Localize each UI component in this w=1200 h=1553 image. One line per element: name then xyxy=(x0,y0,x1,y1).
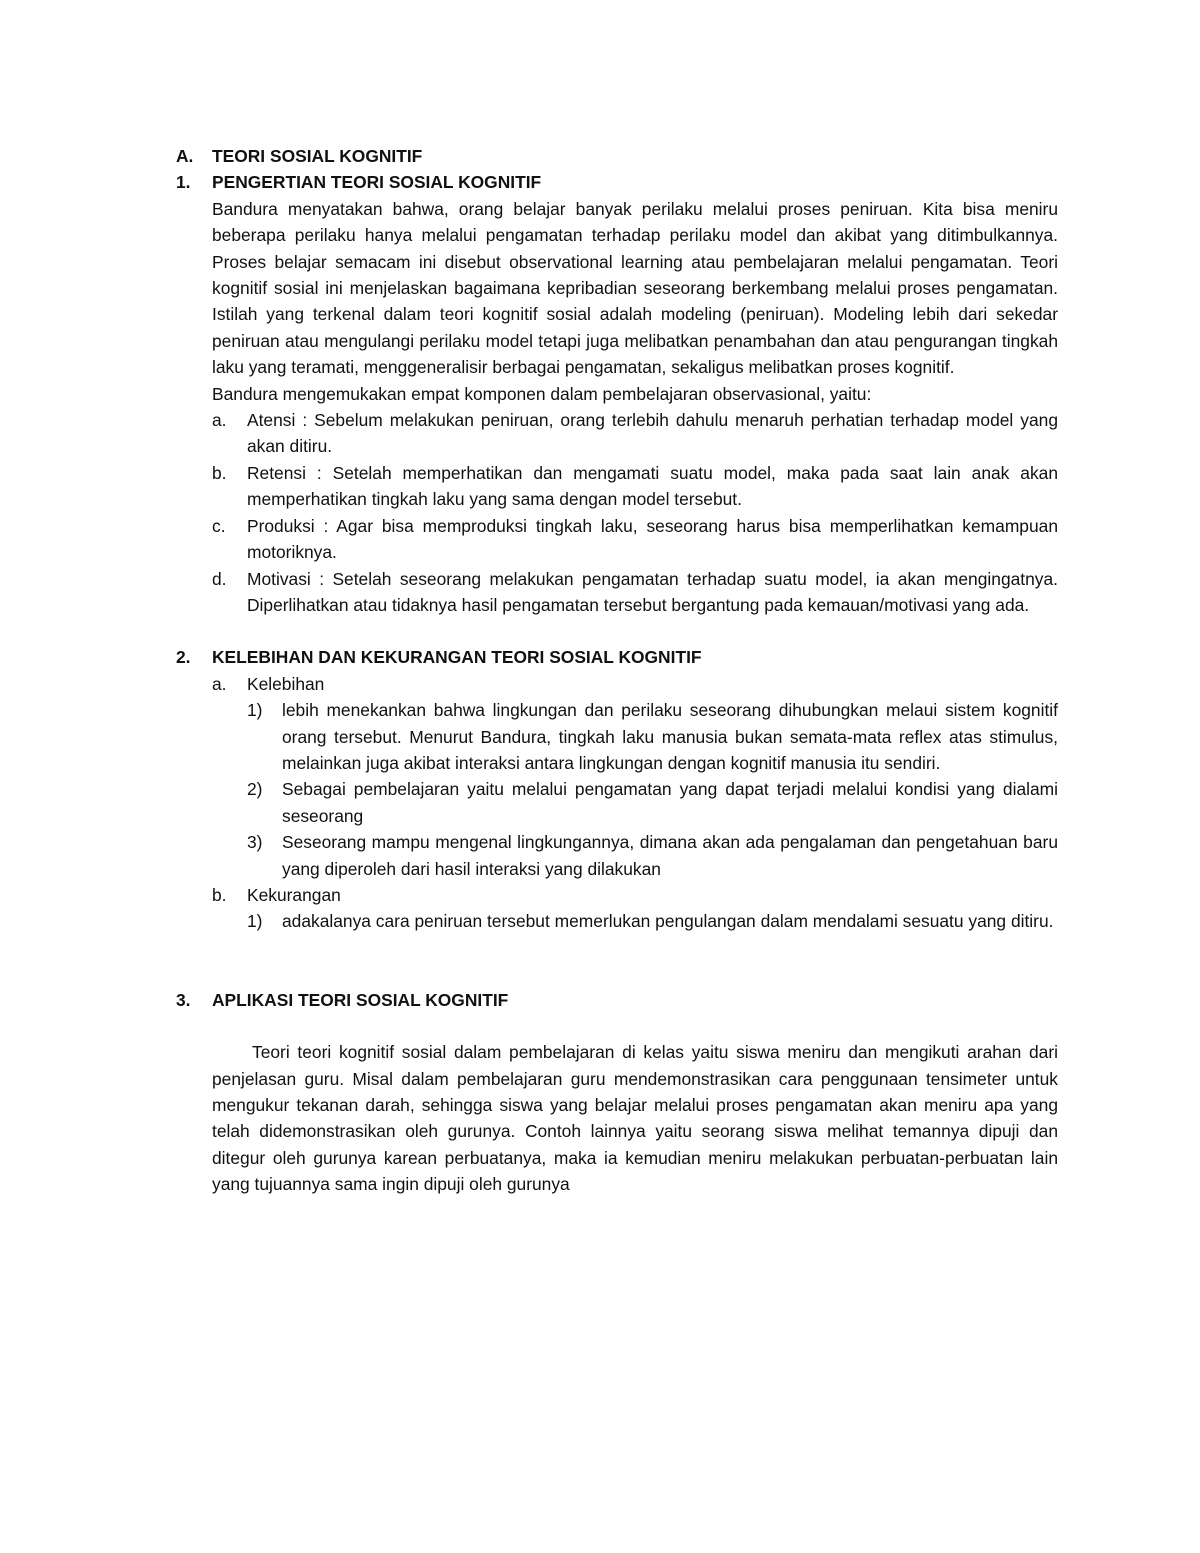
list-item-text: lebih menekankan bahwa lingkungan dan perilaku seseorang dihubungkan melaui sistem kognitif orang tersebut. Menurut Bandura, tingkah laku manusia bukan semata-mata reflex atas stimulus, melainkan juga akibat interaksi antara lingkungan dengan kognitif manusia itu sendiri. xyxy=(282,700,1058,773)
spacer xyxy=(176,1013,1058,1039)
list-item-text: Seseorang mampu mengenal lingkungannya, dimana akan ada pengalaman dan pengetahuan baru yang diperoleh dari hasil interaksi yang dilakukan xyxy=(282,832,1058,879)
list-item-text: Kekurangan xyxy=(247,884,341,905)
list-item-label: a. xyxy=(212,410,227,431)
list-item-label: b. xyxy=(212,884,227,905)
heading-title: APLIKASI TEORI SOSIAL KOGNITIF xyxy=(212,989,509,1010)
list-item-text: Kelebihan xyxy=(247,673,325,694)
list-item xyxy=(247,829,1058,882)
section-1-intro-line: Bandura mengemukakan empat komponen dalam pembelajaran observasional, yaitu: xyxy=(212,383,872,404)
kelebihan-list xyxy=(247,697,1058,882)
heading-title: TEORI SOSIAL KOGNITIF xyxy=(212,146,423,166)
list-item-label: c. xyxy=(212,515,226,536)
heading-section-2 xyxy=(176,644,1058,670)
list-item-text: adakalanya cara peniruan tersebut memerlukan pengulangan dalam mendalami sesuatu yang ditiru. xyxy=(282,911,1054,932)
section-3-paragraph: Teori teori kognitif sosial dalam pembelajaran di kelas yaitu siswa meniru dan mengikuti arahan dari penjelasan guru. Misal dalam pembelajaran guru mendemonstrasikan cara penggunaan tensimeter untuk mengukur tekanan darah, sehingga siswa yang belajar melalui proses pengamatan akan meniru apa yang telah didemonstrasikan oleh gurunya. Contoh lainnya yaitu seorang siswa melihat temannya dipuji dan ditegur oleh gurunya karean perbuatanya, maka ia kemudian meniru melakukan perbuatan-perbuatan lain yang tujuannya sama ingin dipuji oleh gurunya xyxy=(212,1042,1058,1195)
list-item xyxy=(212,513,1058,566)
list-item-label: b. xyxy=(212,462,227,483)
heading-label: A. xyxy=(176,146,194,166)
spacer xyxy=(176,618,1058,644)
heading-section-1 xyxy=(176,169,1058,195)
list-item xyxy=(212,460,1058,513)
list-item-label: a. xyxy=(212,673,227,694)
list-item-label: d. xyxy=(212,568,227,589)
list-item-text: Retensi : Setelah memperhatikan dan mengamati suatu model, maka pada saat lain anak akan memperhatikan tingkah laku yang sama dengan model tersebut. xyxy=(247,462,1058,510)
heading-label: 3. xyxy=(176,989,191,1010)
list-item-label: 2) xyxy=(247,779,263,800)
heading-title: PENGERTIAN TEORI SOSIAL KOGNITIF xyxy=(212,172,542,193)
heading-label: 1. xyxy=(176,172,191,193)
kekurangan-list xyxy=(247,908,1058,934)
heading-section-a xyxy=(176,143,1058,169)
list-item-text: Produksi : Agar bisa memproduksi tingkah laku, seseorang harus bisa memperlihatkan kemampuan motoriknya. xyxy=(247,515,1058,563)
document-body xyxy=(176,143,1058,1198)
list-item xyxy=(247,776,1058,829)
list-item xyxy=(247,697,1058,776)
component-list xyxy=(176,407,1058,618)
spacer xyxy=(176,935,1058,987)
section-1-paragraph: Bandura menyatakan bahwa, orang belajar banyak perilaku melalui proses peniruan. Kita bisa meniru beberapa perilaku hanya melalui pengamatan terhadap perilaku model dan akibat yang ditimbulkannya. Proses belajar semacam ini disebut observational learning atau pembelajaran melalui pengamatan. Teori kognitif sosial ini menjelaskan bagaimana kepribadian seseorang berkembang melalui proses pengamatan. Istilah yang terkenal dalam teori kognitif sosial adalah modeling (peniruan). Modeling lebih dari sekedar peniruan atau mengulangi perilaku model tetapi juga melibatkan penambahan dan atau pengurangan tingkah laku yang teramati, menggeneralisir berbagai pengamatan, sekaligus melibatkan proses kognitif. xyxy=(212,198,1058,378)
list-item xyxy=(212,407,1058,460)
kelebihan-kekurangan-list xyxy=(212,671,1058,935)
kekurangan-heading xyxy=(212,882,1058,908)
heading-title: KELEBIHAN DAN KEKURANGAN TEORI SOSIAL KOGNITIF xyxy=(212,647,702,668)
list-item-label: 3) xyxy=(247,832,263,853)
list-item-label: 1) xyxy=(247,911,263,932)
list-item-text: Atensi : Sebelum melakukan peniruan, orang terlebih dahulu menaruh perhatian terhadap model yang akan ditiru. xyxy=(247,410,1058,457)
heading-label: 2. xyxy=(176,647,191,668)
list-item-text: Motivasi : Setelah seseorang melakukan pengamatan terhadap suatu model, ia akan mengingatnya. Diperlihatkan atau tidaknya hasil pengamatan tersebut bergantung pada kemauan/motivasi yang ada. xyxy=(247,568,1058,615)
list-item xyxy=(212,566,1058,619)
list-item xyxy=(247,908,1058,934)
list-item-text: Sebagai pembelajaran yaitu melalui pengamatan yang dapat terjadi melalui kondisi yang dialami seseorang xyxy=(282,779,1058,826)
kelebihan-heading xyxy=(212,671,1058,697)
list-item-label: 1) xyxy=(247,700,263,721)
heading-section-3 xyxy=(176,987,1058,1013)
